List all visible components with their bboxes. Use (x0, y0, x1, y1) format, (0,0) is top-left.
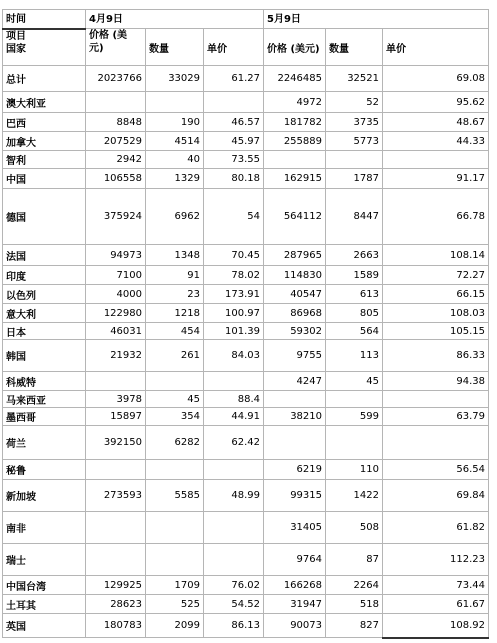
apr-price-cell: 273593 (86, 480, 146, 512)
may-qty-cell (326, 151, 383, 169)
may-unit-cell: 108.92 (383, 614, 489, 638)
apr-unit-cell: 44.91 (204, 408, 264, 426)
apr-price-cell: 94973 (86, 245, 146, 266)
table-row (3, 169, 489, 189)
header-row-time (3, 10, 489, 29)
may-price-header: 价格 (美元) (264, 29, 326, 66)
country-cell: 土耳其 (3, 595, 86, 614)
header-row-columns (3, 29, 489, 66)
may-unit-cell (383, 426, 489, 460)
apr-qty-cell: 4514 (146, 132, 204, 151)
may-unit-cell: 61.82 (383, 512, 489, 544)
table-row (3, 512, 489, 544)
may-qty-cell: 87 (326, 544, 383, 576)
may-unit-cell: 66.15 (383, 285, 489, 304)
apr-unit-cell: 80.18 (204, 169, 264, 189)
may-qty-cell: 2264 (326, 576, 383, 595)
table-row (3, 151, 489, 169)
table-row (3, 460, 489, 480)
may-price-cell: 31947 (264, 595, 326, 614)
may-qty-cell: 113 (326, 340, 383, 372)
country-cell: 巴西 (3, 113, 86, 132)
apr-price-cell (86, 372, 146, 391)
table-row (3, 245, 489, 266)
may-unit-cell: 63.79 (383, 408, 489, 426)
may-unit-cell: 95.62 (383, 92, 489, 113)
april-price-header (86, 29, 146, 66)
table-row (3, 113, 489, 132)
apr-qty-cell: 454 (146, 323, 204, 340)
may-price-cell: 40547 (264, 285, 326, 304)
may-unit-cell: 69.84 (383, 480, 489, 512)
apr-price-cell: 21932 (86, 340, 146, 372)
apr-unit-cell: 70.45 (204, 245, 264, 266)
apr-unit-cell: 54.52 (204, 595, 264, 614)
apr-qty-cell: 6282 (146, 426, 204, 460)
april-date-header: 4月9日 (86, 10, 264, 29)
trade-table-sheet (2, 9, 488, 639)
apr-price-cell: 2942 (86, 151, 146, 169)
may-qty-cell: 599 (326, 408, 383, 426)
apr-price-cell: 15897 (86, 408, 146, 426)
country-cell: 日本 (3, 323, 86, 340)
apr-unit-cell (204, 372, 264, 391)
may-unit-cell: 61.67 (383, 595, 489, 614)
country-cell: 以色列 (3, 285, 86, 304)
country-cell: 韩国 (3, 340, 86, 372)
may-price-cell: 255889 (264, 132, 326, 151)
may-unit-cell: 66.78 (383, 189, 489, 245)
table-row (3, 323, 489, 340)
may-price-cell (264, 391, 326, 408)
may-qty-header: 数量 (326, 29, 383, 66)
apr-unit-cell (204, 92, 264, 113)
country-cell: 总计 (3, 66, 86, 92)
country-cell: 智利 (3, 151, 86, 169)
apr-price-cell: 207529 (86, 132, 146, 151)
apr-price-cell: 28623 (86, 595, 146, 614)
apr-qty-cell (146, 512, 204, 544)
table-row (3, 426, 489, 460)
may-qty-cell: 8447 (326, 189, 383, 245)
may-date-header: 5月9日 (264, 10, 489, 29)
may-qty-cell: 508 (326, 512, 383, 544)
may-price-cell: 2246485 (264, 66, 326, 92)
apr-price-cell: 122980 (86, 304, 146, 323)
may-qty-cell: 110 (326, 460, 383, 480)
may-unit-cell: 112.23 (383, 544, 489, 576)
april-price-header-line2: 元) (89, 43, 104, 54)
april-qty-header: 数量 (146, 29, 204, 66)
apr-qty-cell: 6962 (146, 189, 204, 245)
country-cell: 秘鲁 (3, 460, 86, 480)
may-qty-cell: 613 (326, 285, 383, 304)
may-unit-cell (383, 391, 489, 408)
may-qty-cell: 805 (326, 304, 383, 323)
may-qty-cell: 1787 (326, 169, 383, 189)
may-unit-cell: 108.14 (383, 245, 489, 266)
may-unit-cell: 69.08 (383, 66, 489, 92)
may-qty-cell (326, 426, 383, 460)
table-row (3, 132, 489, 151)
country-cell: 澳大利亚 (3, 92, 86, 113)
april-unit-header: 单价 (204, 29, 264, 66)
apr-unit-cell: 173.91 (204, 285, 264, 304)
apr-qty-cell (146, 372, 204, 391)
april-price-header-line1: 价格 (美 (89, 30, 128, 41)
apr-unit-cell: 54 (204, 189, 264, 245)
apr-unit-cell: 73.55 (204, 151, 264, 169)
table-row (3, 92, 489, 113)
country-cell: 瑞士 (3, 544, 86, 576)
may-price-cell: 181782 (264, 113, 326, 132)
may-price-cell: 287965 (264, 245, 326, 266)
apr-unit-cell: 78.02 (204, 266, 264, 285)
country-cell: 中国台湾 (3, 576, 86, 595)
may-price-cell: 9755 (264, 340, 326, 372)
table-row (3, 391, 489, 408)
may-unit-cell: 105.15 (383, 323, 489, 340)
country-cell: 南非 (3, 512, 86, 544)
may-unit-cell (383, 151, 489, 169)
table-row (3, 304, 489, 323)
apr-unit-cell: 88.4 (204, 391, 264, 408)
may-price-cell: 564112 (264, 189, 326, 245)
may-price-cell: 162915 (264, 169, 326, 189)
may-unit-cell: 94.38 (383, 372, 489, 391)
country-cell: 新加坡 (3, 480, 86, 512)
may-price-cell: 90073 (264, 614, 326, 638)
apr-price-cell: 129925 (86, 576, 146, 595)
table-row (3, 595, 489, 614)
item-country-header (3, 29, 86, 66)
country-cell: 德国 (3, 189, 86, 245)
apr-unit-cell: 61.27 (204, 66, 264, 92)
table-row (3, 480, 489, 512)
apr-price-cell: 4000 (86, 285, 146, 304)
may-unit-cell: 72.27 (383, 266, 489, 285)
may-unit-cell: 86.33 (383, 340, 489, 372)
table-row (3, 266, 489, 285)
table-row (3, 614, 489, 638)
table-row (3, 66, 489, 92)
trade-table (2, 9, 489, 639)
country-cell: 墨西哥 (3, 408, 86, 426)
may-qty-cell: 52 (326, 92, 383, 113)
apr-unit-cell: 101.39 (204, 323, 264, 340)
may-price-cell: 99315 (264, 480, 326, 512)
apr-qty-cell: 2099 (146, 614, 204, 638)
may-price-cell: 166268 (264, 576, 326, 595)
apr-qty-cell (146, 92, 204, 113)
country-cell: 意大利 (3, 304, 86, 323)
apr-price-cell (86, 92, 146, 113)
apr-unit-cell (204, 460, 264, 480)
may-unit-cell: 108.03 (383, 304, 489, 323)
table-row (3, 544, 489, 576)
may-price-cell: 4972 (264, 92, 326, 113)
country-label: 国家 (6, 43, 26, 55)
country-cell: 加拿大 (3, 132, 86, 151)
apr-qty-cell: 40 (146, 151, 204, 169)
apr-price-cell (86, 544, 146, 576)
apr-qty-cell: 354 (146, 408, 204, 426)
apr-price-cell: 180783 (86, 614, 146, 638)
apr-qty-cell: 1709 (146, 576, 204, 595)
may-qty-cell: 827 (326, 614, 383, 638)
may-price-cell: 38210 (264, 408, 326, 426)
may-unit-cell: 73.44 (383, 576, 489, 595)
apr-qty-cell: 1348 (146, 245, 204, 266)
apr-unit-cell (204, 544, 264, 576)
country-cell: 中国 (3, 169, 86, 189)
country-cell: 马来西亚 (3, 391, 86, 408)
may-price-cell: 31405 (264, 512, 326, 544)
apr-price-cell: 2023766 (86, 66, 146, 92)
may-unit-cell: 44.33 (383, 132, 489, 151)
may-qty-cell (326, 391, 383, 408)
may-qty-cell: 1589 (326, 266, 383, 285)
apr-qty-cell: 5585 (146, 480, 204, 512)
may-qty-cell: 518 (326, 595, 383, 614)
country-cell: 科威特 (3, 372, 86, 391)
may-price-cell: 86968 (264, 304, 326, 323)
may-price-cell: 4247 (264, 372, 326, 391)
apr-unit-cell: 62.42 (204, 426, 264, 460)
may-price-cell: 114830 (264, 266, 326, 285)
table-row (3, 340, 489, 372)
apr-unit-cell: 86.13 (204, 614, 264, 638)
country-cell: 荷兰 (3, 426, 86, 460)
may-price-cell (264, 151, 326, 169)
apr-unit-cell: 45.97 (204, 132, 264, 151)
apr-price-cell: 392150 (86, 426, 146, 460)
apr-qty-cell: 23 (146, 285, 204, 304)
apr-qty-cell: 1329 (146, 169, 204, 189)
may-price-cell: 9764 (264, 544, 326, 576)
may-unit-cell: 48.67 (383, 113, 489, 132)
apr-unit-cell: 100.97 (204, 304, 264, 323)
apr-unit-cell: 46.57 (204, 113, 264, 132)
may-unit-header: 单价 (383, 29, 489, 66)
apr-price-cell: 375924 (86, 189, 146, 245)
apr-price-cell (86, 460, 146, 480)
may-qty-cell: 2663 (326, 245, 383, 266)
may-unit-cell: 91.17 (383, 169, 489, 189)
time-label: 时间 (3, 10, 86, 29)
country-cell: 印度 (3, 266, 86, 285)
table-row (3, 285, 489, 304)
may-qty-cell: 5773 (326, 132, 383, 151)
may-qty-cell: 1422 (326, 480, 383, 512)
apr-unit-cell (204, 512, 264, 544)
apr-price-cell: 8848 (86, 113, 146, 132)
country-cell: 法国 (3, 245, 86, 266)
apr-unit-cell: 48.99 (204, 480, 264, 512)
apr-qty-cell (146, 460, 204, 480)
may-qty-cell: 564 (326, 323, 383, 340)
apr-qty-cell: 261 (146, 340, 204, 372)
table-row (3, 189, 489, 245)
country-cell: 英国 (3, 614, 86, 638)
may-qty-cell: 3735 (326, 113, 383, 132)
may-price-cell: 59302 (264, 323, 326, 340)
may-qty-cell: 32521 (326, 66, 383, 92)
item-label: 项目 (6, 30, 26, 42)
apr-price-cell: 3978 (86, 391, 146, 408)
apr-price-cell: 7100 (86, 266, 146, 285)
may-price-cell (264, 426, 326, 460)
apr-qty-cell (146, 544, 204, 576)
apr-qty-cell: 525 (146, 595, 204, 614)
table-row (3, 408, 489, 426)
may-unit-cell: 56.54 (383, 460, 489, 480)
apr-qty-cell: 190 (146, 113, 204, 132)
apr-qty-cell: 45 (146, 391, 204, 408)
may-price-cell: 6219 (264, 460, 326, 480)
apr-unit-cell: 84.03 (204, 340, 264, 372)
apr-price-cell (86, 512, 146, 544)
apr-price-cell: 106558 (86, 169, 146, 189)
apr-price-cell: 46031 (86, 323, 146, 340)
apr-qty-cell: 33029 (146, 66, 204, 92)
apr-qty-cell: 1218 (146, 304, 204, 323)
apr-qty-cell: 91 (146, 266, 204, 285)
may-qty-cell: 45 (326, 372, 383, 391)
table-row (3, 576, 489, 595)
table-row (3, 372, 489, 391)
apr-unit-cell: 76.02 (204, 576, 264, 595)
